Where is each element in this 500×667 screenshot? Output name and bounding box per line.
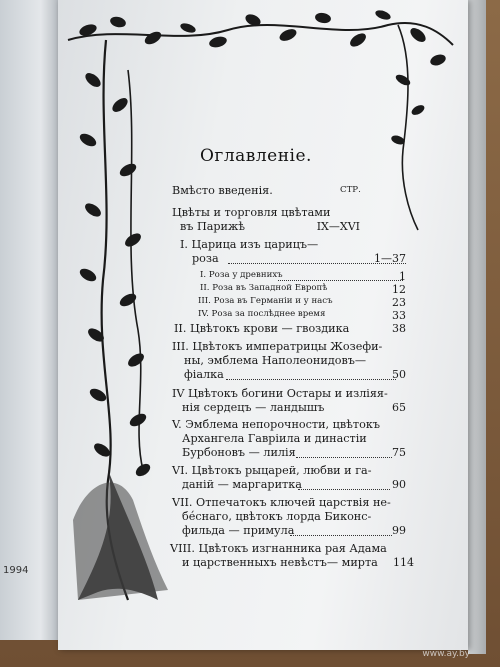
toc-entry-line: Цвѣты и торговля цвѣтами [172, 206, 331, 219]
toc-entry-line: роза [192, 252, 219, 265]
toc-entry-line: въ Парижѣ [180, 220, 246, 233]
toc-entry-line: Бурбоновъ — лилія [182, 446, 296, 459]
toc-entry-line: V. Эмблема непорочности, цвѣтокъ [172, 418, 380, 431]
toc-page-number: 99 [392, 524, 406, 537]
toc-entry-line: III. Цвѣтокъ императрицы Жозефи- [172, 340, 383, 353]
toc-entry-line: IV Цвѣтокъ богини Остары и изліяя- [172, 387, 388, 400]
toc-entry-line: фильда — примула [182, 524, 295, 537]
toc-entry-line: II. Цвѣтокъ крови — гвоздика [174, 322, 350, 335]
toc-intro: Вмѣсто введенія. [172, 184, 273, 197]
toc-page-number: 75 [392, 446, 406, 459]
toc-page-number: 33 [392, 309, 406, 322]
book-page [58, 0, 468, 650]
toc-entry-line: нія сердецъ — ландышъ [182, 401, 325, 414]
toc-entry-line: бéснаго, цвѣтокъ лорда Биконс- [182, 510, 372, 523]
toc-entry-line: VI. Цвѣтокъ рыцарей, любви и га- [172, 464, 372, 477]
toc-page-number: 114 [393, 556, 414, 569]
toc-subentry: III. Роза въ Германіи и у насъ [198, 296, 333, 306]
toc-subentry: II. Роза въ Западной Европѣ [200, 283, 328, 293]
toc-entry-line: Архангела Гавріила и династіи [182, 432, 367, 445]
toc-entry-line: и царственныхъ невѣстъ— мирта [182, 556, 378, 569]
toc-page-number: 1—37 [374, 252, 406, 265]
toc-subentry: I. Роза у древнихъ [200, 270, 283, 280]
toc-page-number: 38 [392, 322, 406, 335]
toc-page-number: 23 [392, 296, 406, 309]
toc-page-number: 90 [392, 478, 406, 491]
toc-entry-line: VII. Отпечатокъ ключей царствія не- [172, 496, 391, 509]
left-page-date: 1994 [3, 565, 29, 576]
toc-entry-line: VIII. Цвѣтокъ изгнанника рая Адама [170, 542, 387, 555]
toc-entry-line: фіалка [184, 368, 224, 381]
toc-entry-line: I. Царица изъ царицъ— [180, 238, 319, 251]
toc-entry-line: ны, эмблема Наполеонидовъ— [184, 354, 367, 367]
toc-page-number: 65 [392, 401, 406, 414]
toc-page-number: IX—XVI [316, 220, 360, 233]
page-edge [468, 0, 486, 654]
toc-entry-line: даній — маргаритка [182, 478, 302, 491]
left-page [0, 0, 58, 640]
toc-page-number: 1 [399, 270, 406, 283]
toc-page-number: 12 [392, 283, 406, 296]
watermark: www.ay.by [422, 649, 470, 659]
toc-page-number: 50 [392, 368, 406, 381]
toc-subentry: IV. Роза за послѣднее время [198, 309, 326, 319]
toc-page-label: СТР. [340, 185, 361, 195]
toc-title: Оглавленіе. [200, 146, 312, 166]
